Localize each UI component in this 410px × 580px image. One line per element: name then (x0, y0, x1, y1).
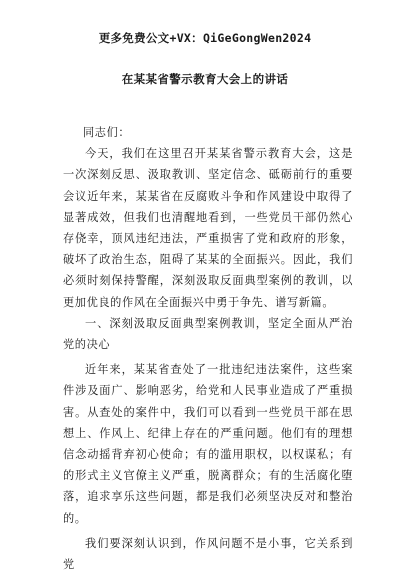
watermark-header: 更多免费公文+VX：QiGeGongWen2024 (98, 31, 312, 45)
paragraph-awareness: 我们要深刻认识到，作风问题不是小事，它关系到党 (63, 536, 353, 572)
paragraph-cases: 近年来，某某省查处了一批违纪违法案件，这些案件涉及面广、影响恶劣，给党和人民事业造成了严重损害。从查处的案件中，我们可以看到一些党员干部在思想上、作风上、纪律上存在的严重问题。他们有的理想信念动摇背弃初心使命；有的滥用职权，以权谋私；有的形式主义官僚主义严重，脱离群众；有的生活腐化堕落，追求享乐这些问题，都是我们必须坚决反对和整治的。 (63, 363, 353, 525)
document-body (63, 122, 353, 575)
section-heading-1: 一、深刻汲取反面典型案例教训，坚定全面从严治党的决心 (63, 316, 353, 352)
salutation: 同志们： (83, 126, 131, 139)
paragraph-intro: 今天，我们在这里召开某某省警示教育大会，这是一次深刻反思、汲取教训、坚定信念、砥砺前行的重要会议近年来，某某省在反腐败斗争和作风建设中取得了显著成效，但我们也清醒地看到，一些党员干部仍然心存侥幸，顶风违纪违法，严重损害了党和政府的形象，破坏了政治生态，阻碍了某某的全面振兴。因此，我们必须时刻保持警醒，深刻汲取反面典型案例的教训，以更加优良的作风在全面振兴中勇于争先、谱写新篇。 (63, 147, 353, 309)
document-title: 在某某省警示教育大会上的讲话 (121, 72, 289, 86)
